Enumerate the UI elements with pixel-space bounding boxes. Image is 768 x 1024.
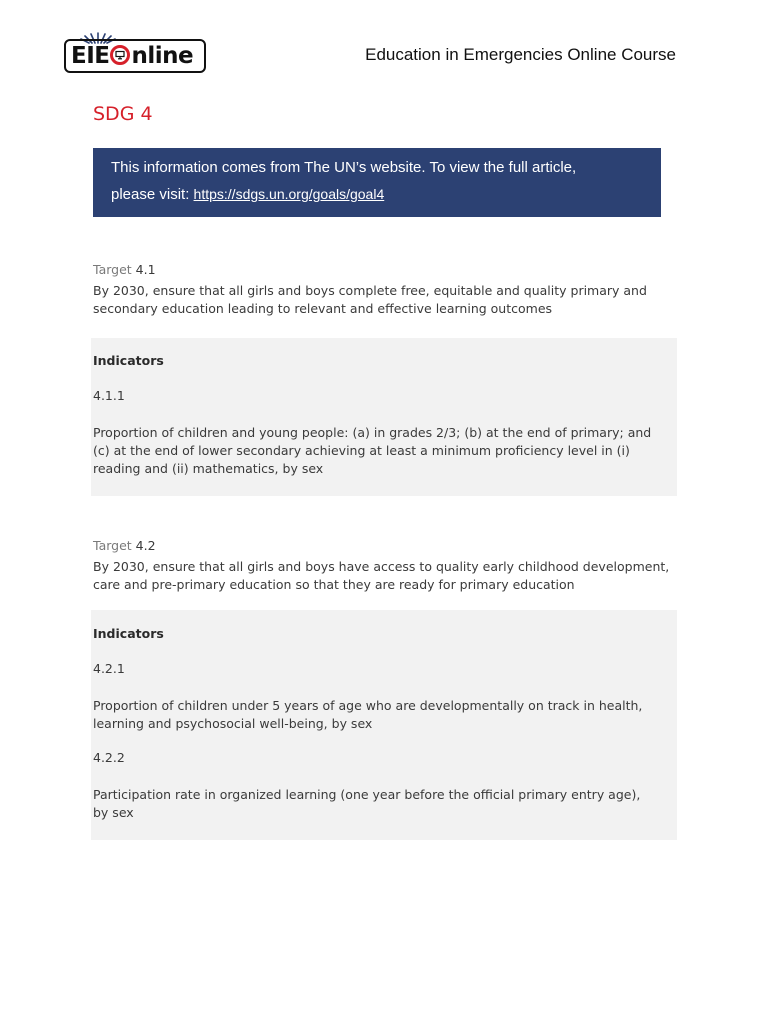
target-number: 4.2 bbox=[135, 538, 156, 553]
indicator-code: 4.2.2 bbox=[93, 750, 125, 765]
indicators-panel-4-1 bbox=[91, 338, 677, 496]
indicator-description: Participation rate in organized learning (one year before the official primary entry age), by sex bbox=[93, 787, 641, 820]
target-4-2 bbox=[93, 537, 673, 594]
indicator-description: Proportion of children and young people: (a) in grades 2/3; (b) at the end of primary; and (c) at the end of lower secondary achieving at least a minimum proficiency level in (i) reading and (ii) mathematics, by sex bbox=[93, 425, 652, 476]
eie-online-logo bbox=[64, 32, 210, 76]
indicator-code: 4.1.1 bbox=[93, 388, 125, 403]
course-title: Education in Emergencies Online Course bbox=[365, 45, 676, 64]
target-number: 4.1 bbox=[135, 262, 156, 277]
indicator-description: Proportion of children under 5 years of age who are developmentally on track in health, learning and psychosocial well-being, by sex bbox=[93, 698, 643, 731]
target-4-1 bbox=[93, 261, 673, 318]
indicators-heading: Indicators bbox=[93, 626, 164, 641]
page-title: SDG 4 bbox=[93, 103, 153, 125]
target-heading bbox=[93, 261, 673, 279]
indicators-heading: Indicators bbox=[93, 353, 164, 368]
source-link[interactable]: https://sdgs.un.org/goals/goal4 bbox=[193, 186, 385, 202]
target-description: By 2030, ensure that all girls and boys complete free, equitable and quality primary and secondary education leading to relevant and effective learning outcomes bbox=[93, 283, 647, 316]
info-text-line-1: This information comes from The UN’s website. To view the full article, bbox=[111, 159, 577, 176]
target-description: By 2030, ensure that all girls and boys have access to quality early childhood development, care and pre-primary education so that they are ready for primary education bbox=[93, 559, 670, 592]
indicators-panel-4-2 bbox=[91, 610, 677, 840]
info-text-line-2 bbox=[111, 181, 643, 208]
target-label: Target bbox=[93, 262, 132, 277]
target-label: Target bbox=[93, 538, 132, 553]
info-text-prefix: please visit: bbox=[111, 186, 194, 203]
logo-wordmark: EIE nline bbox=[71, 43, 194, 69]
target-heading bbox=[93, 537, 673, 555]
indicator-code: 4.2.1 bbox=[93, 661, 125, 676]
source-info-box bbox=[93, 148, 661, 217]
monitor-icon bbox=[110, 45, 130, 65]
